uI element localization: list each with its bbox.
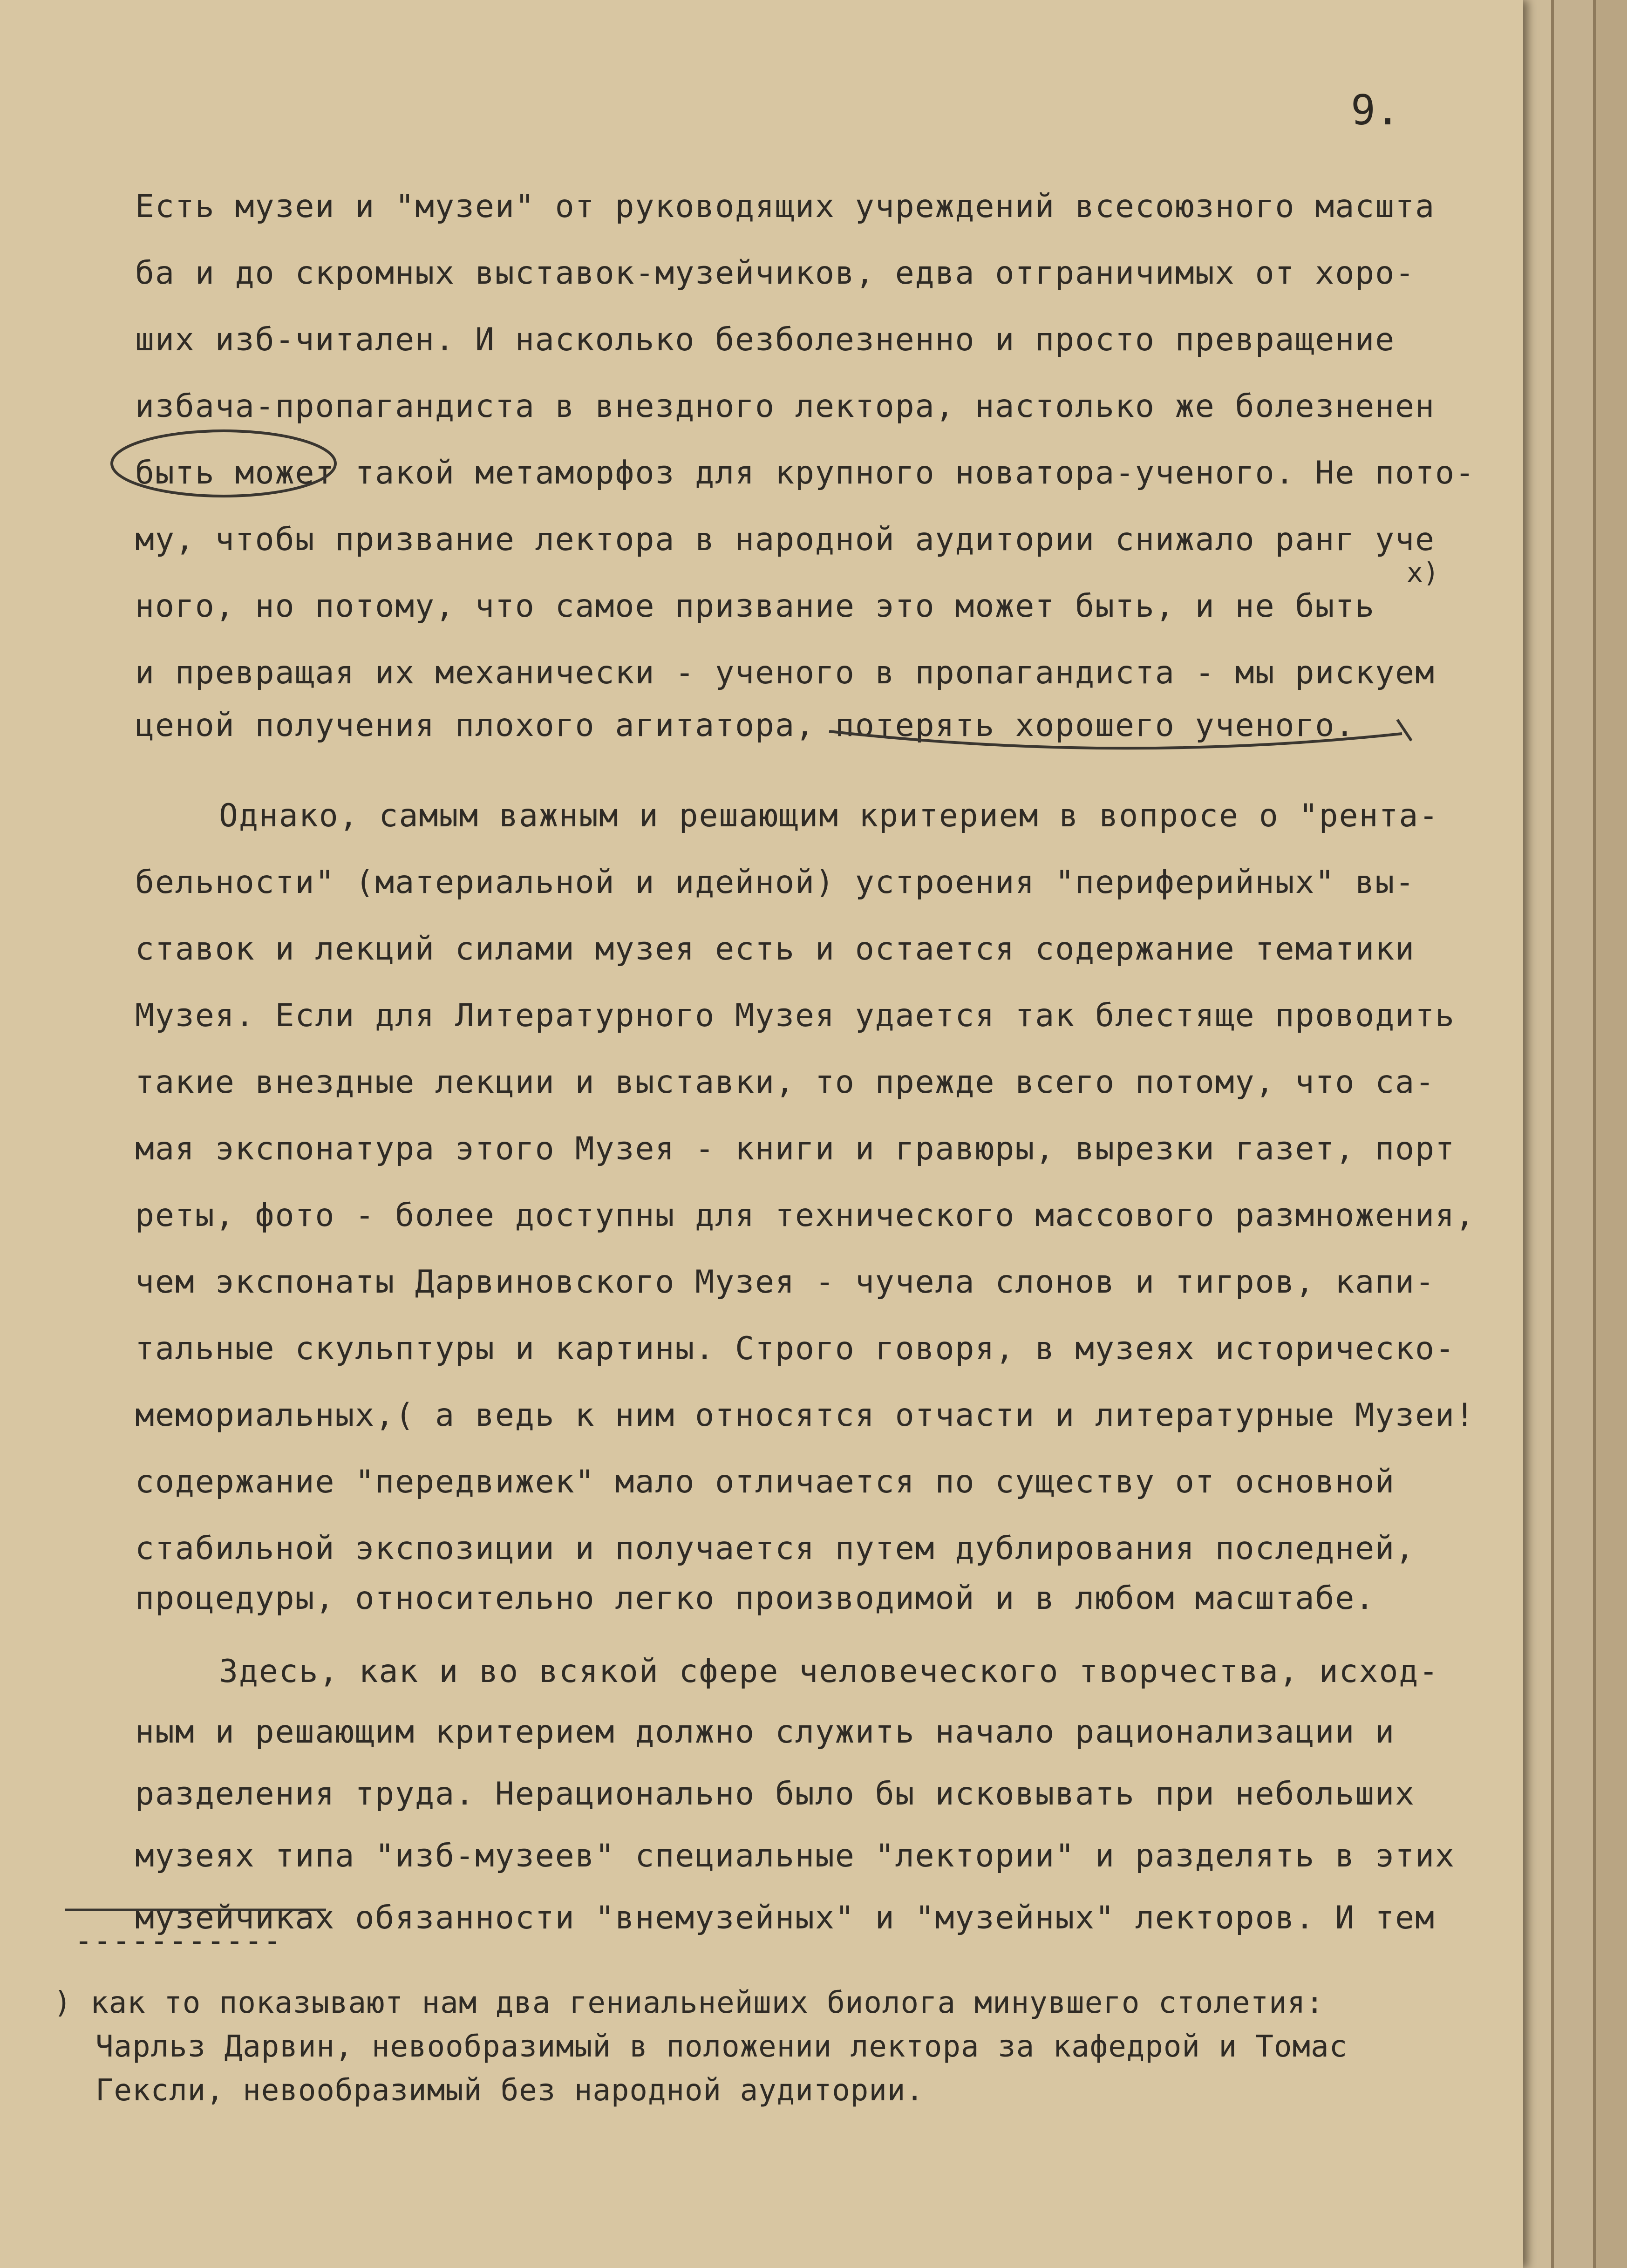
text-line: мая экспонатура этого Музея - книги и гравюры, вырезки газет, порт [135, 1131, 1456, 1167]
text-line: ставок и лекций силами музея есть и остается содержание тематики [135, 931, 1416, 967]
footnote-line: Чарльз Дарвин, невообразимый в положении лектора за кафедрой и Томас [95, 2030, 1348, 2064]
text-line: ным и решающим критерием должно служить начало рационализации и [135, 1714, 1396, 1750]
text-line: разделения труда. Нерационально было бы исковывать при небольших [135, 1776, 1416, 1812]
text-line: музейчиках обязанности "внемузейных" и "музейных" лекторов. И тем [135, 1900, 1436, 1936]
text-line: содержание "передвижек" мало отличается по существу от основной [135, 1464, 1396, 1500]
text-line: быть может такой метаморфоз для крупного новатора-ученого. Не пото- [135, 455, 1475, 491]
underlying-sheet [1593, 0, 1627, 2268]
text-line: мемориальных,( а ведь к ним относятся отчасти и литературные Музеи! [135, 1397, 1475, 1434]
text-line: чем экспонаты Дарвиновского Музея - чучела слонов и тигров, капи- [135, 1264, 1436, 1301]
text-line: музеях типа "изб-музеев" специальные "лектории" и разделять в этих [135, 1838, 1456, 1874]
page-number: 9. [1351, 86, 1400, 134]
text-line: ценой получения плохого агитатора, потерять хорошего ученого. [135, 707, 1355, 744]
text-line: ного, но потому, что самое призвание это может быть, и не быть [135, 588, 1375, 625]
text-line: Есть музеи и "музеи" от руководящих учреждений всесоюзного масшта [135, 188, 1436, 225]
text-line: му, чтобы призвание лектора в народной аудитории снижало ранг уче [135, 521, 1436, 558]
footnote-line: Гексли, невообразимый без народной аудитории. [95, 2073, 924, 2108]
text-line: бельности" (материальной и идейной) устроения "периферийных" вы- [135, 864, 1416, 901]
pencil-tick-mark [1397, 720, 1411, 741]
text-line: реты, фото - более доступны для технического массового размножения, [135, 1197, 1475, 1234]
pencil-circle-mark [112, 431, 335, 496]
text-line: и превращая их механически - ученого в пропагандиста - мы рискуем [135, 654, 1436, 691]
text-line: Здесь, как и во всякой сфере человеческого творчества, исход- [219, 1653, 1439, 1690]
text-line: стабильной экспозиции и получается путем дублирования последней, [135, 1530, 1416, 1567]
footnote-marker: x) [1407, 557, 1439, 588]
text-line: процедуры, относительно легко производимой и в любом масштабе. [135, 1580, 1375, 1617]
pencil-underline-mark [829, 731, 1402, 748]
footnote-rule: ----------- [75, 1924, 282, 1958]
text-line: тальные скульптуры и картины. Строго говоря, в музеях историческо- [135, 1330, 1456, 1367]
text-line: ших изб-читален. И насколько безболезненно и просто превращение [135, 321, 1396, 358]
text-line: ба и до скромных выставок-музейчиков, едва отграничимых от хоро- [135, 255, 1416, 292]
text-line: Музея. Если для Литературного Музея удается так блестяще проводить [135, 997, 1456, 1034]
text-line: избача-пропагандиста в внездного лектора, настолько же болезненен [135, 388, 1436, 425]
footnote-line: ) как то показывают нам два гениальнейших биолога минувшего столетия: [54, 1986, 1324, 2020]
text-line: такие внездные лекции и выставки, то прежде всего потому, что са- [135, 1064, 1436, 1101]
text-line: Однако, самым важным и решающим критерием в вопросе о "рента- [219, 797, 1439, 834]
